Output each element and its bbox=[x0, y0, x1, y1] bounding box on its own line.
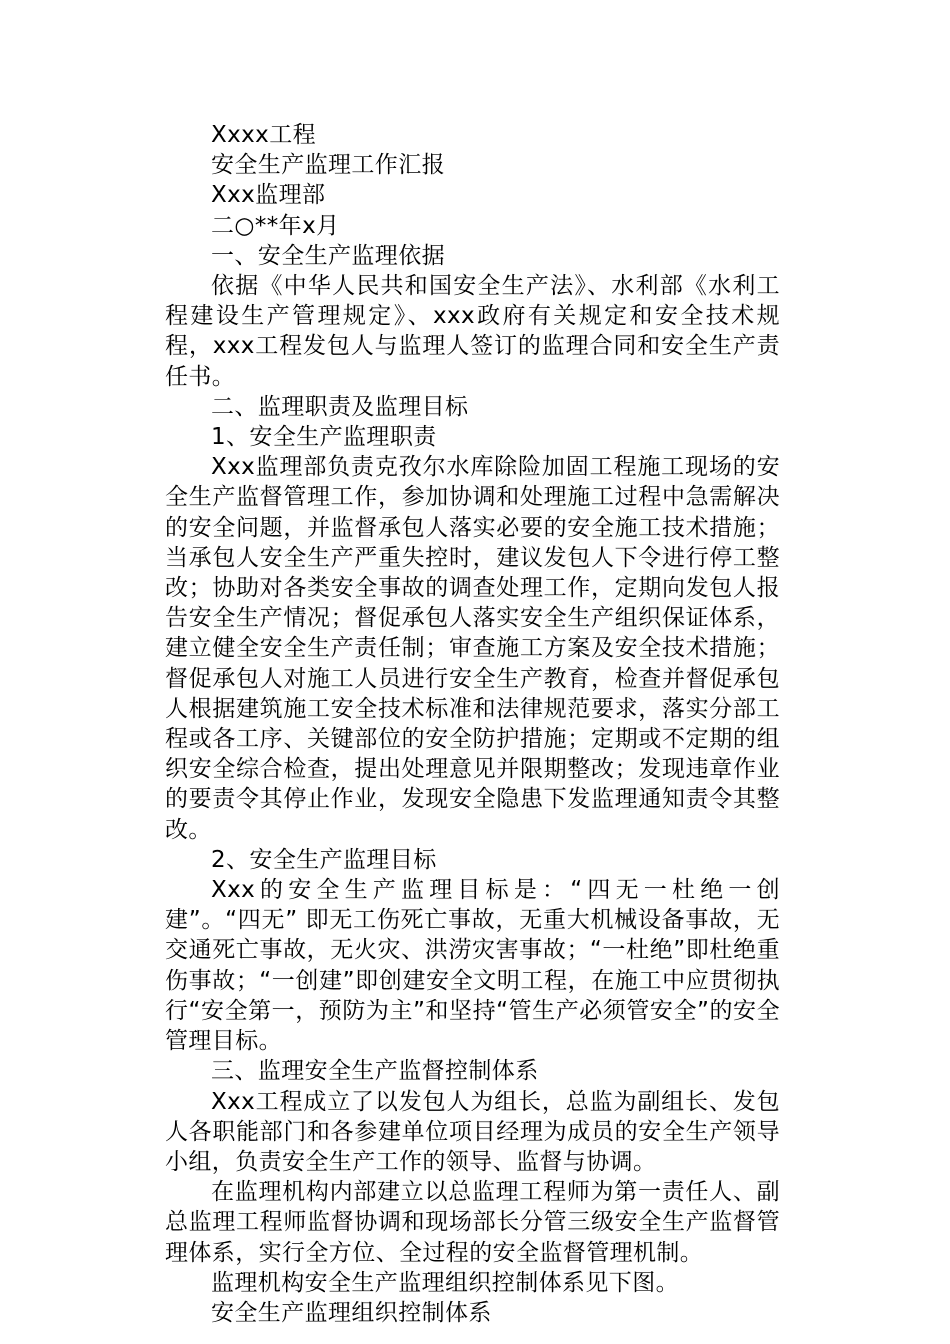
section-heading-control-system: 三、监理安全生产监督控制体系 bbox=[211, 1058, 539, 1085]
paragraph-goals: Xxx的安全生产监理目标是：“四无一杜绝一创建”。“四无” 即无工伤死亡事故，无重大机械设备事故，无交通死亡事故，无火灾、洪涝灾害事故；“一杜绝”即杜绝重伤事故；“一创建”即创建安全文明工程，在施工中应贯彻执行“安全第一，预防为主”和坚持“管生产必须管安全”的安全管理目标。 bbox=[165, 877, 780, 1055]
paragraph-duties: Xxx监理部负责克孜尔水库除险加固工程施工现场的安全生产监督管理工作，参加协调和处理施工过程中急需解决的安全问题，并监督承包人落实必要的安全施工技术措施；当承包人安全生产严重失控时，建议发包人下令进行停工整改；协助对各类安全事故的调查处理工作，定期向发包人报告安全生产情况；督促承包人落实安全生产组织保证体系，建立健全安全生产责任制；审查施工方案及安全技术措施；督促承包人对施工人员进行安全生产教育，检查并督促承包人根据建筑施工安全技术标准和法律规范要求，落实分部工程或各工序、关键部位的安全防护措施；定期或不定期的组织安全综合检查，提出处理意见并限期整改；发现违章作业的要责令其停止作业，发现安全隐患下发监理通知责令其整改。 bbox=[165, 454, 780, 843]
document-body bbox=[165, 120, 780, 1328]
subheading-duties: 1、安全生产监理职责 bbox=[211, 424, 437, 451]
paragraph-see-figure: 监理机构安全生产监理组织控制体系见下图。 bbox=[211, 1269, 679, 1296]
figure-caption: 安全生产监理组织控制体系 bbox=[211, 1299, 492, 1326]
paragraph-internal-system: 在监理机构内部建立以总监理工程师为第一责任人、副总监理工程师监督协调和现场部长分管三级安全生产监督管理体系，实行全方位、全过程的安全监督管理机制。 bbox=[165, 1179, 780, 1266]
section-heading-basis: 一、安全生产监理依据 bbox=[211, 242, 445, 269]
section-heading-duties-goals: 二、监理职责及监理目标 bbox=[211, 393, 469, 420]
paragraph-basis: 依据《中华人民共和国安全生产法》、水利部《水利工程建设生产管理规定》、xxx政府有关规定和安全技术规程，xxx工程发包人与监理人签订的监理合同和安全生产责任书。 bbox=[165, 273, 780, 390]
report-title: 安全生产监理工作汇报 bbox=[211, 152, 445, 179]
paragraph-leadership-group: Xxx工程成立了以发包人为组长，总监为副组长、发包人各职能部门和各参建单位项目经理为成员的安全生产领导小组，负责安全生产工作的领导、监督与协调。 bbox=[165, 1088, 780, 1175]
department-name: Xxx监理部 bbox=[211, 182, 326, 209]
report-date: 二○**年x月 bbox=[211, 212, 340, 239]
subheading-goals: 2、安全生产监理目标 bbox=[211, 846, 437, 873]
project-name: Xxxx工程 bbox=[211, 122, 316, 148]
